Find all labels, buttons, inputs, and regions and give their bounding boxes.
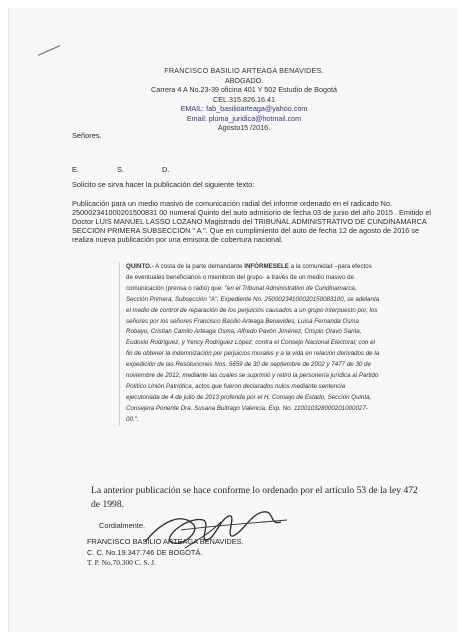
- signatory-cc: C. C. No.19.347.746 DE BOGOTÁ.: [87, 547, 203, 557]
- closing: Cordialmente.: [99, 521, 146, 530]
- quote-lead-rest: A costa de la parte demandante: [153, 263, 245, 270]
- pen-mark: [38, 45, 60, 56]
- quote-informe: INFÓRMESELE: [244, 263, 289, 270]
- esd-d: D.: [162, 165, 170, 174]
- address: Carrera 4 A No.23-39 oficina 401 Y 502 Estudio de Bogotá: [151, 85, 337, 94]
- signatory-name: FRANCISCO BASILIO ARTEAGA BENAVIDES.: [87, 537, 244, 546]
- conforme-paragraph: La anterior publicación se hace conforme lo ordenado por el artículo 53 de la ley 472 de 1998.: [91, 485, 418, 510]
- phone: CEL.315.826.16.41: [213, 94, 275, 104]
- document-page: [8, 8, 458, 632]
- signatory-block: [87, 537, 244, 558]
- lawyer-title: ABOGADO.: [224, 75, 264, 85]
- email-line: EMAIL: fab_basilioarteaga@yahoo.com: [180, 104, 308, 113]
- letter-date: Agosto15 /2016.: [217, 123, 271, 132]
- quote-lead: QUINTO.-: [126, 263, 154, 270]
- quote-part-2: "en el Tribunal Administrativo de Cundinamarca, Sección Primera, Subsección "A", Expediente No. 25000234100020150083100, se adelanta el medio de control de reparación de los perjuicios causados a un grupo interpuesto por, los señores por los señores Francisco Basilio Arteaga Benavides, Luisa Fernanda Osma Robayo, Cristian Camilo Arteaga Osma, Alfredo Pavón Jiménez, Crispin Otavo Santa, Eudoxio Rodriguez, y Yency Rodriguez López; contra el Consejo Nacional Electoral; con el fin de obtener la indemnización por perjuicios morales y a la vida en relación derivados de la expedición de las Resoluciones Nos. 5659 de 30 de septiembre de 2002 y 7477 de 30 de noviembre de 2012, mediante las cuales se suprimió y retiró la personería jurídica al Partido Político Unión Patriótica, actos que fueron declarados nulos mediante sentencia ejecutoriada de 4 de julio de 2013 proferida por el H. Consejo de Estado, Sección Quinta, Consejera Ponente Dra. Susana Buitrago Valencia, Exp. No. 110010328000201000027-00.".: [126, 284, 380, 423]
- esd-s: S.: [117, 165, 124, 174]
- request-line: Solicito se sirva hacer la publicación del siguiente texto:: [72, 180, 255, 189]
- lawyer-name: FRANCISCO BASILIO ARTEAGA BENAVIDES.: [164, 66, 324, 75]
- signatory-tp: T. P. No.70.300 C. S. J.: [87, 558, 156, 567]
- email-line-2: Email: pluma_juridica@hotmail.com: [186, 113, 302, 123]
- quoted-order: [119, 262, 380, 426]
- letterhead: [129, 66, 359, 133]
- quote-part-1: a la comunidad –para efectos de eventuales beneficiarios o miembros del grupo- a través de un medio masivo de comunicación (prensa o radio) que:: [126, 263, 372, 292]
- esd-e: E.: [72, 165, 79, 174]
- publication-paragraph: Publicación para un medio masivo de comunicación radial del informe ordenado en el radicado No. 250002341000201500831 00 numeral Quinto del auto admisorio de fecha 03 de junio del año 2015 . Emitido el Doctor LUIS MANUEL LASSO LOZANO Magistrado del TRIBUNAL ADMINISTRATIVO DE CUNDINAMARCA SECCION PRIMERA SUBSECCION " A ". Que en cumplimiento del auto de fecha 12 de agosto de 2016 se realiza nueva publicación por una emisora de cobertura nacional.: [72, 199, 432, 245]
- salutation: Señores.: [72, 131, 102, 140]
